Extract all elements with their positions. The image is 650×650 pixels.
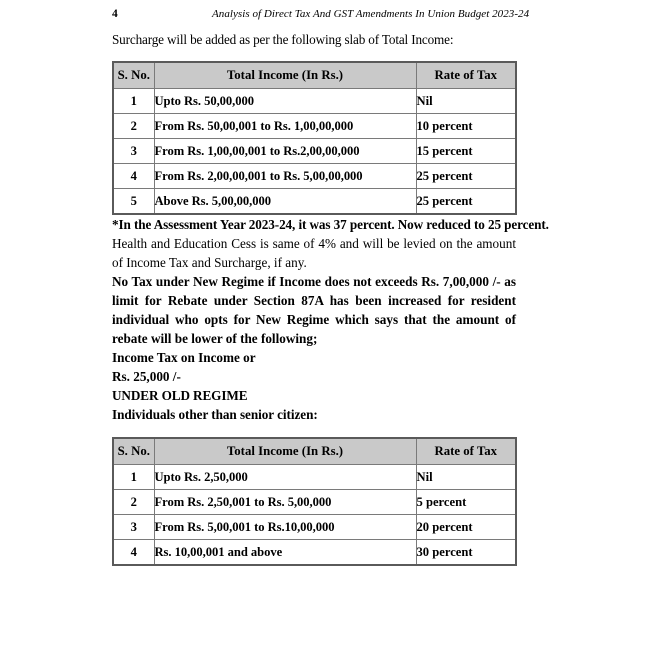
column-header-sno: S. No.: [113, 438, 154, 465]
rebate-option-2: Rs. 25,000 /-: [112, 369, 181, 384]
cell-sno: 3: [113, 139, 154, 164]
old-regime-subheading: Individuals other than senior citizen:: [112, 407, 318, 422]
table-row: [113, 515, 516, 540]
rebate-option-1: Income Tax on Income or: [112, 350, 256, 365]
cell-income: From Rs. 5,00,001 to Rs.10,00,000: [154, 515, 416, 540]
cell-sno: 5: [113, 189, 154, 215]
cell-income: From Rs. 2,00,00,001 to Rs. 5,00,00,000: [154, 164, 416, 189]
column-header-sno: S. No.: [113, 62, 154, 89]
cell-income: From Rs. 50,00,001 to Rs. 1,00,00,000: [154, 114, 416, 139]
column-header-income: Total Income (In Rs.): [154, 62, 416, 89]
table-row: [113, 465, 516, 490]
table-row: [113, 164, 516, 189]
table-row: [113, 490, 516, 515]
page-number: 4: [112, 8, 118, 20]
cell-income: From Rs. 2,50,001 to Rs. 5,00,000: [154, 490, 416, 515]
cell-sno: 1: [113, 465, 154, 490]
column-header-rate: Rate of Tax: [416, 438, 516, 465]
cess-paragraph: Health and Education Cess is same of 4% and will be levied on the amount of Income Tax and Surcharge, if any.: [112, 236, 516, 270]
table-row: [113, 540, 516, 566]
cell-rate: 25 percent: [416, 164, 516, 189]
cell-rate: 5 percent: [416, 490, 516, 515]
cell-income: Rs. 10,00,001 and above: [154, 540, 416, 566]
cell-income: From Rs. 1,00,00,001 to Rs.2,00,00,000: [154, 139, 416, 164]
table-header-row: [113, 438, 516, 465]
table-row: [113, 139, 516, 164]
lead-paragraph: Surcharge will be added as per the following slab of Total Income:: [112, 32, 454, 47]
running-head-title: Analysis of Direct Tax And GST Amendments In Union Budget 2023-24: [212, 8, 530, 20]
surcharge-footnote: *In the Assessment Year 2023-24, it was 37 percent. Now reduced to 25 percent.: [112, 217, 549, 232]
cell-sno: 2: [113, 114, 154, 139]
page-content: [112, 30, 549, 566]
cell-income: Upto Rs. 2,50,000: [154, 465, 416, 490]
cell-income: Upto Rs. 50,00,000: [154, 89, 416, 114]
cell-sno: 4: [113, 164, 154, 189]
column-header-income: Total Income (In Rs.): [154, 438, 416, 465]
cell-rate: Nil: [416, 465, 516, 490]
surcharge-table: [112, 61, 517, 215]
rebate-options: [112, 348, 516, 386]
cell-income: Above Rs. 5,00,00,000: [154, 189, 416, 215]
cell-sno: 3: [113, 515, 154, 540]
old-regime-heading: UNDER OLD REGIME: [112, 388, 248, 403]
table-row: [113, 89, 516, 114]
cell-rate: 10 percent: [416, 114, 516, 139]
cell-sno: 4: [113, 540, 154, 566]
cell-sno: 2: [113, 490, 154, 515]
cell-rate: 25 percent: [416, 189, 516, 215]
table-row: [113, 189, 516, 215]
cell-rate: 30 percent: [416, 540, 516, 566]
cell-sno: 1: [113, 89, 154, 114]
cell-rate: Nil: [416, 89, 516, 114]
running-head: [0, 7, 650, 23]
cell-rate: 20 percent: [416, 515, 516, 540]
column-header-rate: Rate of Tax: [416, 62, 516, 89]
new-regime-paragraph: No Tax under New Regime if Income does not exceeds Rs. 7,00,000 /- as limit for Rebate under Section 87A has been increased for resident individual who opts for New Regime which says that the amount of rebate will be lower of the following;: [112, 274, 516, 346]
table-row: [113, 114, 516, 139]
table-header-row: [113, 62, 516, 89]
cell-rate: 15 percent: [416, 139, 516, 164]
old-regime-table: [112, 437, 517, 566]
